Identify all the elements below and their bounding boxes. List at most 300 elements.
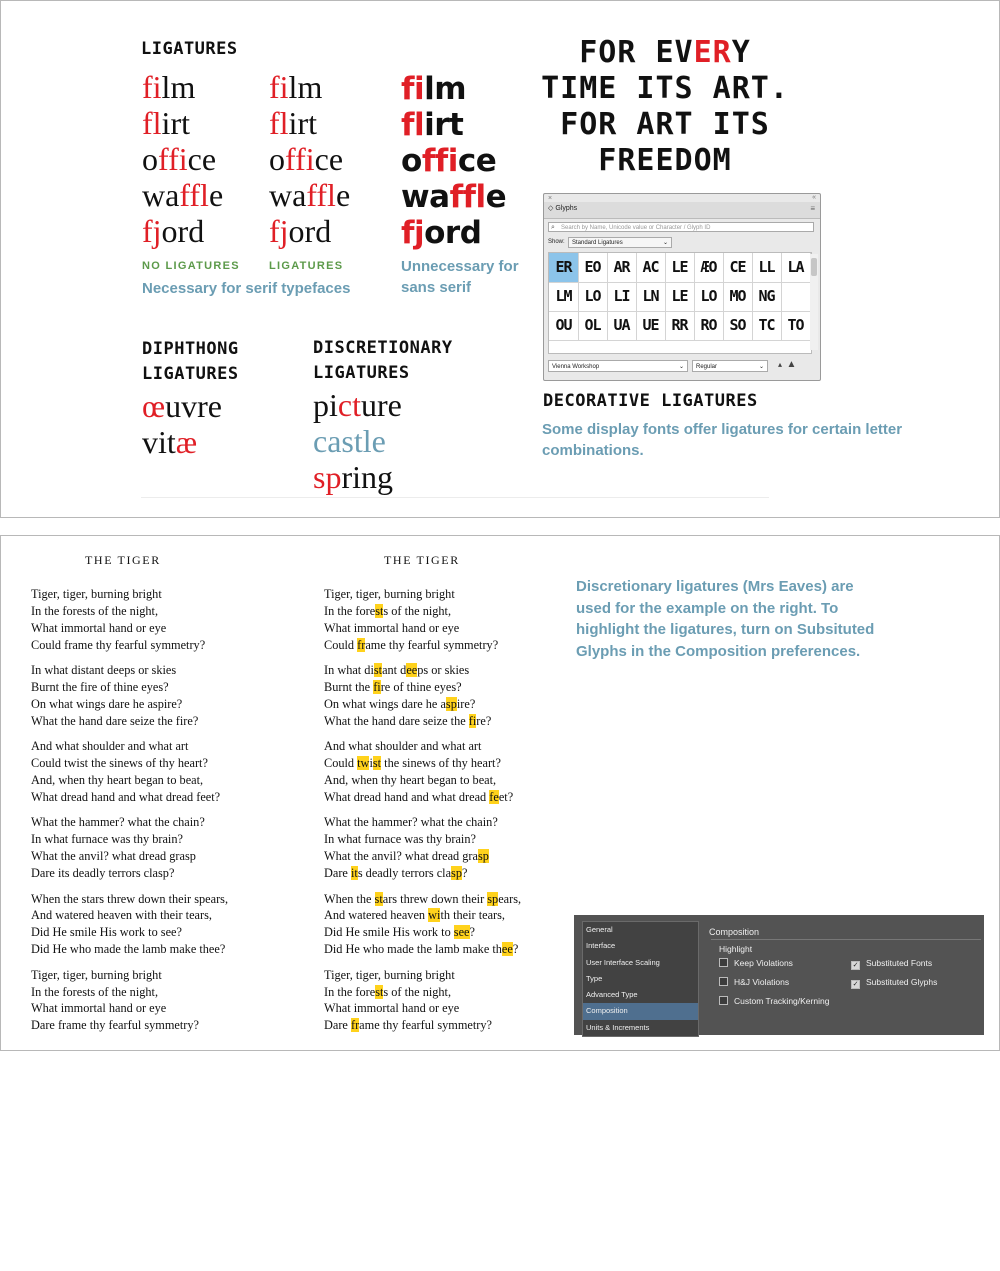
glyph-cell[interactable]: LE bbox=[665, 282, 695, 312]
highlighted-ligature: st bbox=[372, 756, 382, 771]
word-rest: e bbox=[335, 177, 351, 213]
word-prefix: wa bbox=[269, 177, 307, 213]
example-word bbox=[313, 423, 402, 459]
poem-text: In what di bbox=[324, 663, 374, 678]
decorative-note bbox=[542, 419, 902, 461]
poem-line: And what shoulder and what art bbox=[31, 739, 189, 754]
poem-text: ars threw down their bbox=[382, 891, 488, 906]
word-prefix: vit bbox=[142, 424, 176, 460]
poem-line: Could frame thy fearful symmetry? bbox=[31, 637, 206, 652]
poem-line: What the hand dare seize the fire? bbox=[31, 713, 199, 728]
poem-line: What dread hand and what dread feet? bbox=[31, 789, 221, 804]
poem-text: th their tears, bbox=[440, 908, 505, 923]
ligature-letters: ffi bbox=[285, 141, 315, 177]
poem-text: In the fore bbox=[324, 984, 376, 999]
poem-line: What the anvil? what dread grasp bbox=[31, 849, 196, 864]
poem-line: What the hammer? what the chain? bbox=[31, 815, 205, 830]
decorative-poster bbox=[541, 35, 789, 179]
poem-text: What immortal hand or eye bbox=[324, 620, 460, 635]
glyph-cell[interactable]: CE bbox=[723, 253, 753, 283]
ligature-letters: fl bbox=[142, 105, 162, 141]
ligature-letters: fj bbox=[401, 215, 425, 251]
checkbox-icon[interactable] bbox=[719, 977, 728, 986]
word-rest: irt bbox=[424, 107, 464, 143]
poem-text: And, when thy heart began to beat, bbox=[324, 773, 497, 788]
example-word bbox=[313, 459, 402, 495]
sans-note-line1: Unnecessary for bbox=[401, 258, 519, 275]
stanza bbox=[324, 814, 521, 882]
word-rest: ring bbox=[341, 459, 393, 495]
example-word bbox=[401, 71, 506, 107]
poem-line: In what furnace was thy brain? bbox=[31, 832, 183, 847]
example-word bbox=[269, 69, 350, 105]
diphthong-header-line1: DIPHTHONG bbox=[142, 339, 239, 359]
checkbox-icon[interactable] bbox=[719, 996, 728, 1005]
ligature-letters: æ bbox=[175, 424, 198, 460]
font-family-select[interactable] bbox=[548, 360, 688, 372]
glyph-cell[interactable]: TO bbox=[781, 311, 811, 341]
poem-text: When the bbox=[324, 891, 375, 906]
word-rest: ce bbox=[187, 141, 217, 177]
word-rest: ord bbox=[288, 213, 332, 249]
poem-line: What immortal hand or eye bbox=[31, 620, 167, 635]
ligature-letters: œ bbox=[142, 388, 166, 424]
poem-line bbox=[324, 848, 521, 865]
poem-line: And watered heaven with their tears, bbox=[31, 908, 212, 923]
ligature-letters: ffi bbox=[421, 143, 458, 179]
stanza bbox=[31, 738, 228, 806]
highlighted-ligature: fr bbox=[357, 637, 366, 652]
checkbox-icon[interactable]: ✓ bbox=[852, 981, 859, 988]
checkbox-label: H&J Violations bbox=[734, 977, 790, 987]
glyphs-tab-bar bbox=[544, 202, 820, 219]
word-prefix: wa bbox=[142, 177, 180, 213]
poem-line: In what distant deeps or skies bbox=[31, 663, 177, 678]
discretionary-header-line2: LIGATURES bbox=[313, 363, 410, 383]
diphthong-header-line2: LIGATURES bbox=[142, 364, 239, 384]
chevron-down-icon: ⌄ bbox=[758, 364, 764, 370]
checkbox-icon[interactable]: ✓ bbox=[852, 962, 859, 969]
search-placeholder: Search by Name, Unicode value or Character / Glyph ID bbox=[561, 225, 711, 231]
preferences-category[interactable]: Composition bbox=[583, 1003, 698, 1019]
example-word bbox=[313, 387, 402, 423]
poem-line: Tiger, tiger, burning bright bbox=[31, 967, 162, 982]
diphthong-header bbox=[142, 337, 239, 387]
poem-line bbox=[324, 907, 521, 924]
zoom-in-icon[interactable]: ▲ bbox=[786, 359, 797, 370]
word-rest: irt bbox=[161, 105, 190, 141]
ligature-column bbox=[269, 69, 350, 249]
poem-text: What dread hand and what dread bbox=[324, 789, 490, 804]
highlighted-ligature: ee bbox=[501, 942, 513, 957]
show-select-value: Standard Ligatures bbox=[572, 240, 623, 246]
ligature-letters: ffl bbox=[179, 177, 209, 213]
stanza bbox=[31, 814, 228, 882]
serif-note: Necessary for serif typefaces bbox=[142, 280, 351, 297]
composition-preferences bbox=[574, 915, 984, 1035]
glyph-cell[interactable]: RO bbox=[694, 311, 724, 341]
glyph-cell[interactable]: SO bbox=[723, 311, 753, 341]
glyph-cell[interactable]: ER bbox=[549, 253, 579, 283]
highlighted-ligature: fe bbox=[489, 789, 499, 804]
word-rest: ure bbox=[360, 387, 402, 423]
preferences-category[interactable]: Advanced Type bbox=[586, 990, 638, 1000]
glyph-cell[interactable] bbox=[781, 282, 811, 312]
highlight-checkbox[interactable] bbox=[851, 958, 932, 970]
highlighted-ligature: sp bbox=[451, 866, 462, 881]
example-word bbox=[142, 105, 223, 141]
poem-text: ? bbox=[469, 925, 475, 940]
highlighted-ligature: st bbox=[374, 891, 383, 906]
poem-right bbox=[324, 586, 521, 1043]
ligature-letters: fl bbox=[401, 107, 425, 143]
highlighted-ligature: it bbox=[350, 866, 358, 881]
poem-line bbox=[324, 713, 521, 730]
ligatures-header: LIGATURES bbox=[141, 39, 238, 59]
sans-note-line2: sans serif bbox=[401, 279, 472, 296]
poem-text: ire? bbox=[456, 696, 476, 711]
poem-text: the sinews of thy heart? bbox=[381, 756, 501, 771]
glyph-cell[interactable]: LI bbox=[607, 282, 637, 312]
poster-line1-post: Y bbox=[731, 35, 751, 70]
scrollbar-thumb[interactable] bbox=[811, 258, 817, 276]
stanza bbox=[324, 662, 521, 730]
poem-line: Dare frame thy fearful symmetry? bbox=[31, 1018, 199, 1033]
poem-text: i bbox=[369, 756, 373, 771]
poem-line bbox=[324, 696, 521, 713]
word-rest: e bbox=[485, 179, 507, 215]
poem-text: ps or skies bbox=[417, 663, 470, 678]
preferences-category[interactable]: Units & Increments bbox=[586, 1022, 650, 1032]
glyph-scrollbar[interactable] bbox=[810, 254, 818, 350]
decorative-header: DECORATIVE LIGATURES bbox=[543, 391, 758, 411]
example-word bbox=[269, 105, 350, 141]
ligature-letters: ffi bbox=[158, 141, 188, 177]
glyph-cell[interactable]: UA bbox=[607, 311, 637, 341]
preferences-title: Composition bbox=[709, 927, 760, 937]
highlight-label: Highlight bbox=[719, 944, 753, 954]
example-word bbox=[269, 141, 350, 177]
highlighted-ligature: fr bbox=[350, 1018, 360, 1033]
glyph-cell[interactable]: LO bbox=[694, 282, 724, 312]
poem-text: What immortal hand or eye bbox=[324, 1001, 460, 1016]
word-rest: ce bbox=[457, 143, 497, 179]
poem-line: When the stars threw down their spears, bbox=[31, 891, 229, 906]
example-word bbox=[142, 177, 223, 213]
word-prefix: pi bbox=[313, 387, 338, 423]
highlighted-ligature: tw bbox=[357, 756, 370, 771]
font-style-select[interactable] bbox=[692, 360, 768, 372]
word-rest: le bbox=[362, 423, 386, 459]
preferences-category[interactable]: Interface bbox=[586, 941, 616, 951]
highlighted-ligature: fi bbox=[468, 713, 477, 728]
example-word bbox=[401, 143, 506, 179]
close-icon[interactable]: × bbox=[548, 195, 553, 202]
poem-text: Could bbox=[324, 637, 358, 652]
poem-line: Could twist the sinews of thy heart? bbox=[31, 756, 208, 771]
word-prefix: wa bbox=[401, 179, 450, 215]
ligature-letters: fj bbox=[142, 213, 162, 249]
poem-line bbox=[324, 865, 521, 882]
highlighted-ligature: st bbox=[375, 603, 384, 618]
poem-line: In the forests of the night, bbox=[31, 984, 159, 999]
stanza bbox=[324, 967, 521, 1035]
glyphs-panel bbox=[543, 193, 821, 381]
poem-line bbox=[324, 831, 521, 848]
glyph-cell[interactable]: LO bbox=[578, 282, 608, 312]
highlighted-ligature: st bbox=[373, 663, 383, 678]
font-family-value: Vienna Workshop bbox=[552, 364, 600, 370]
glyph-cell[interactable]: LA bbox=[781, 253, 811, 283]
poem-line: Burnt the fire of thine eyes? bbox=[31, 680, 169, 695]
highlight-checkbox[interactable] bbox=[719, 977, 789, 987]
stanza bbox=[324, 586, 521, 654]
poem-text: Did He who made the lamb make th bbox=[324, 942, 502, 957]
poem-text: And watered heaven bbox=[324, 908, 429, 923]
description-line: used for the example on the right. To bbox=[576, 599, 839, 617]
highlight-group bbox=[711, 939, 981, 1032]
example-word bbox=[269, 177, 350, 213]
word-rest: ce bbox=[314, 141, 344, 177]
poem-line bbox=[324, 814, 521, 831]
description-line: highlight the ligatures, turn on Subsituted bbox=[576, 621, 875, 639]
poem-line bbox=[324, 772, 521, 789]
glyph-cell[interactable]: LN bbox=[636, 282, 666, 312]
search-icon: ⌕ bbox=[551, 224, 555, 231]
poem-text: ame thy fearful symmetry? bbox=[365, 637, 499, 652]
poem-text: s of the night, bbox=[383, 984, 452, 999]
glyph-cell[interactable]: UE bbox=[636, 311, 666, 341]
preferences-category[interactable]: Type bbox=[586, 973, 603, 983]
poem-text: s of the night, bbox=[383, 603, 452, 618]
description-line: Discretionary ligatures (Mrs Eaves) are bbox=[576, 578, 854, 595]
poem-text: s deadly terrors cla bbox=[357, 866, 452, 881]
divider bbox=[141, 497, 769, 498]
glyph-grid bbox=[548, 252, 812, 354]
sans-note bbox=[401, 256, 519, 298]
poem-line bbox=[324, 789, 521, 806]
poem-line bbox=[324, 679, 521, 696]
poem-line bbox=[324, 967, 521, 984]
highlighted-ligature: ee bbox=[406, 663, 418, 678]
poem-title-left: THE TIGER bbox=[85, 553, 161, 567]
glyph-cell[interactable]: LL bbox=[752, 253, 782, 283]
collapse-icon[interactable]: « bbox=[812, 194, 816, 201]
highlighted-ligature: st bbox=[375, 984, 384, 999]
checkbox-label: Keep Violations bbox=[734, 958, 793, 968]
stanza bbox=[324, 891, 521, 959]
poem-text: Dare bbox=[324, 866, 351, 881]
ligature-letters: fi bbox=[401, 71, 425, 107]
ligature-letters: ffl bbox=[449, 179, 486, 215]
glyph-cell[interactable]: RR bbox=[665, 311, 695, 341]
poem-line: Did He smile His work to see? bbox=[31, 925, 182, 940]
font-style-value: Regular bbox=[696, 364, 718, 370]
discretionary-header bbox=[313, 336, 453, 386]
example-word bbox=[401, 215, 506, 251]
glyph-cell[interactable]: OL bbox=[578, 311, 608, 341]
discretionary-column bbox=[313, 387, 402, 495]
example-word bbox=[269, 213, 350, 249]
word-rest: irt bbox=[288, 105, 317, 141]
highlight-checkbox[interactable] bbox=[719, 958, 793, 968]
example-word bbox=[142, 69, 223, 105]
poem-title-right: THE TIGER bbox=[384, 553, 460, 567]
zoom-out-icon[interactable]: ▴ bbox=[778, 360, 783, 369]
ligatures-caption: LIGATURES bbox=[269, 260, 344, 272]
poem-line: And, when thy heart began to beat, bbox=[31, 773, 204, 788]
highlighted-ligature: see bbox=[453, 925, 470, 940]
stanza bbox=[31, 586, 228, 654]
poster-line-3: FOR ART ITS bbox=[560, 107, 770, 142]
poem-text: Did He smile His work to bbox=[324, 925, 454, 940]
chevron-down-icon: ⌄ bbox=[678, 364, 684, 370]
discretionary-header-line1: DISCRETIONARY bbox=[313, 338, 453, 358]
example-word bbox=[142, 424, 222, 460]
poem-text: ? bbox=[512, 942, 519, 957]
poem-line bbox=[324, 891, 521, 908]
highlight-checkbox[interactable] bbox=[851, 977, 937, 989]
word-rest: uvre bbox=[165, 388, 222, 424]
poem-text: What the hammer? what the chain? bbox=[324, 815, 498, 830]
poem-text: And what shoulder and what art bbox=[324, 739, 482, 754]
example-word bbox=[142, 388, 222, 424]
highlighted-ligature: wi bbox=[428, 908, 441, 923]
no-ligature-column bbox=[142, 69, 223, 249]
glyph-cell[interactable]: TC bbox=[752, 311, 782, 341]
sans-column bbox=[401, 71, 506, 251]
poem-text: ant d bbox=[382, 663, 407, 678]
preferences-category-list bbox=[582, 921, 699, 1037]
glyph-cell[interactable]: OU bbox=[549, 311, 579, 341]
diphthong-column bbox=[142, 388, 222, 460]
show-label: Show: bbox=[548, 239, 565, 245]
decorative-note-line1: Some display fonts offer ligatures for certain letter bbox=[542, 421, 903, 438]
panel-menu-icon[interactable]: ≡ bbox=[810, 204, 815, 213]
poster-line-4: FREEDOM bbox=[598, 143, 732, 178]
ligatures-panel bbox=[0, 0, 1000, 518]
poem-line bbox=[324, 755, 521, 772]
stanza bbox=[31, 891, 228, 959]
poem-line: Tiger, tiger, burning bright bbox=[31, 587, 162, 601]
example-word bbox=[401, 107, 506, 143]
poem-text: What the hand dare seize the bbox=[324, 713, 469, 728]
word-prefix: o bbox=[269, 141, 285, 177]
poem-text: Tiger, tiger, burning bright bbox=[324, 967, 455, 982]
glyph-cell[interactable]: EO bbox=[578, 253, 608, 283]
poster-line1-red: ER bbox=[693, 35, 732, 70]
poster-line-2: TIME ITS ART. bbox=[541, 71, 789, 106]
description-line: Glyphs in the Composition preferences. bbox=[576, 643, 861, 661]
word-rest: lm bbox=[288, 69, 323, 105]
poem-text: In the fore bbox=[324, 603, 376, 618]
glyph-cell[interactable]: LE bbox=[665, 253, 695, 283]
poem-line: In the forests of the night, bbox=[31, 603, 159, 618]
poem-text: re? bbox=[476, 713, 492, 728]
poem-line: Did He who made the lamb make thee? bbox=[31, 942, 226, 957]
poem-text: Dare bbox=[324, 1018, 351, 1033]
checkbox-icon[interactable] bbox=[719, 958, 728, 967]
glyph-cell[interactable]: AC bbox=[636, 253, 666, 283]
highlight-checkbox[interactable] bbox=[719, 996, 829, 1006]
poem-line bbox=[324, 620, 521, 637]
poem-line bbox=[324, 637, 521, 654]
preferences-category[interactable]: User Interface Scaling bbox=[586, 957, 660, 967]
word-rest: ord bbox=[161, 213, 205, 249]
glyph-cell[interactable]: AR bbox=[607, 253, 637, 283]
poem-text: ame thy fearful symmetry? bbox=[359, 1018, 492, 1033]
example-word bbox=[142, 213, 223, 249]
poem-text: ? bbox=[461, 866, 468, 881]
poster-line-1 bbox=[541, 35, 789, 71]
word-prefix: o bbox=[401, 143, 422, 179]
poem-line bbox=[324, 941, 521, 958]
poem-line bbox=[324, 984, 521, 1001]
highlighted-ligature: sp bbox=[477, 849, 489, 864]
word-prefix: o bbox=[142, 141, 158, 177]
poem-line bbox=[324, 586, 521, 603]
glyphs-tab[interactable]: ◇ Glyphs bbox=[548, 205, 578, 212]
ligature-letters: sp bbox=[313, 459, 342, 495]
poem-text: re of thine eyes? bbox=[380, 680, 462, 695]
poem-line: Dare its deadly terrors clasp? bbox=[31, 866, 175, 881]
example-word bbox=[142, 141, 223, 177]
stanza bbox=[31, 662, 228, 730]
chevron-down-icon: ⌄ bbox=[662, 240, 668, 246]
poem-text: Tiger, tiger, burning bright bbox=[324, 587, 455, 601]
poem-panel bbox=[0, 535, 1000, 1051]
preferences-category[interactable]: General bbox=[586, 925, 613, 934]
ligature-letters: fl bbox=[269, 105, 289, 141]
ligature-letters: fj bbox=[269, 213, 289, 249]
poem-text: Burnt the bbox=[324, 680, 374, 695]
poem-text: ears, bbox=[498, 891, 522, 906]
glyph-cell[interactable]: LM bbox=[549, 282, 579, 312]
poster-line1-pre: FOR EV bbox=[579, 35, 694, 70]
highlighted-ligature: sp bbox=[445, 696, 457, 711]
poem-line bbox=[324, 603, 521, 620]
ligature-letters: ct bbox=[337, 387, 361, 423]
checkbox-label: Substituted Fonts bbox=[866, 958, 933, 968]
ligature-letters: ffl bbox=[306, 177, 336, 213]
poem-text: Could bbox=[324, 756, 358, 771]
show-select[interactable] bbox=[568, 237, 672, 248]
word-rest: e bbox=[208, 177, 224, 213]
glyph-search-input[interactable] bbox=[548, 222, 814, 232]
glyph-cell[interactable]: NG bbox=[752, 282, 782, 312]
poem-left bbox=[31, 586, 228, 1043]
poem-text: What the anvil? what dread gra bbox=[324, 849, 478, 864]
stanza bbox=[31, 967, 228, 1035]
no-ligatures-caption: NO LIGATURES bbox=[142, 260, 240, 272]
glyphs-tab-label: Glyphs bbox=[555, 205, 578, 212]
glyph-cell[interactable]: ÆO bbox=[694, 253, 724, 283]
poem-line bbox=[324, 662, 521, 679]
checkbox-label: Substituted Glyphs bbox=[866, 977, 938, 987]
stanza bbox=[324, 738, 521, 806]
description bbox=[576, 576, 874, 663]
glyph-cell[interactable]: MO bbox=[723, 282, 753, 312]
poem-text: In what furnace was thy brain? bbox=[324, 832, 476, 847]
word-rest: ord bbox=[424, 215, 482, 251]
poem-text: et? bbox=[498, 789, 514, 804]
poem-line bbox=[324, 1000, 521, 1017]
highlighted-ligature: sp bbox=[487, 891, 499, 906]
ligature-letters: fi bbox=[142, 69, 162, 105]
poem-line bbox=[324, 1017, 521, 1034]
checkbox-label: Custom Tracking/Kerning bbox=[734, 996, 830, 1006]
decorative-note-line2: combinations. bbox=[542, 442, 644, 459]
